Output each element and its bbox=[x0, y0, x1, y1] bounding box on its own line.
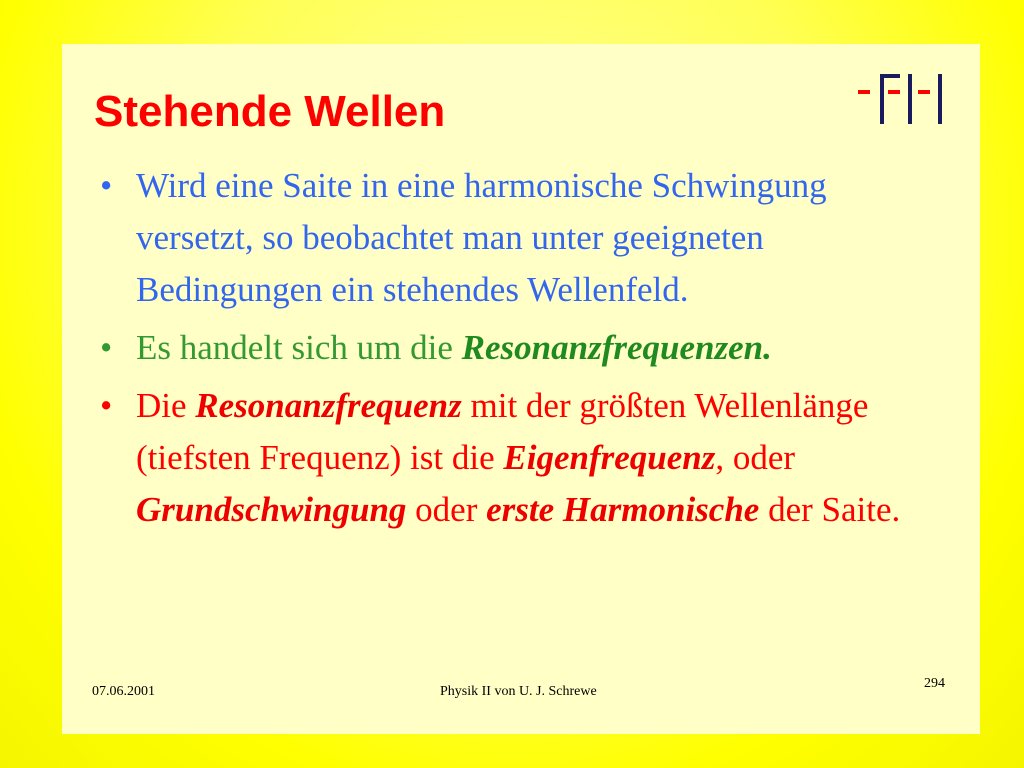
fh-logo bbox=[856, 68, 952, 128]
bullet-item bbox=[100, 380, 940, 536]
emphasis-term: Grundschwingung bbox=[136, 490, 407, 529]
bullet-list bbox=[100, 160, 940, 542]
bullet-text: Wird eine Saite in eine harmonische Schwingung versetzt, so beobachtet man unter geeigneten Bedingungen ein stehendes Wellenfeld. bbox=[136, 166, 827, 309]
emphasis-term: Eigenfrequenz bbox=[503, 438, 716, 477]
bullet-item bbox=[100, 322, 940, 374]
bullet-marker: • bbox=[100, 166, 113, 205]
slide bbox=[62, 44, 980, 734]
emphasis-term: Resonanzfrequenzen. bbox=[461, 328, 772, 367]
bullet-text: , oder bbox=[715, 438, 796, 477]
emphasis-term: erste Harmonische bbox=[486, 490, 760, 529]
bullet-text: der Saite. bbox=[759, 490, 901, 529]
bullet-text: Die bbox=[136, 386, 196, 425]
emphasis-term: Resonanzfrequenz bbox=[195, 386, 462, 425]
slide-title: Stehende Wellen bbox=[94, 87, 446, 136]
bullet-marker: • bbox=[100, 386, 113, 425]
bullet-text: mit der größten Wellenlänge (tiefsten Frequenz) ist die bbox=[136, 386, 869, 477]
bullet-item bbox=[100, 160, 940, 316]
footer-date: 07.06.2001 bbox=[92, 684, 155, 699]
bullet-text: Es handelt sich um die bbox=[136, 328, 462, 367]
bullet-text: oder bbox=[406, 490, 487, 529]
bullet-marker: • bbox=[100, 328, 113, 367]
footer-course: Physik II von U. J. Schrewe bbox=[440, 684, 597, 699]
page-number: 294 bbox=[924, 676, 945, 691]
